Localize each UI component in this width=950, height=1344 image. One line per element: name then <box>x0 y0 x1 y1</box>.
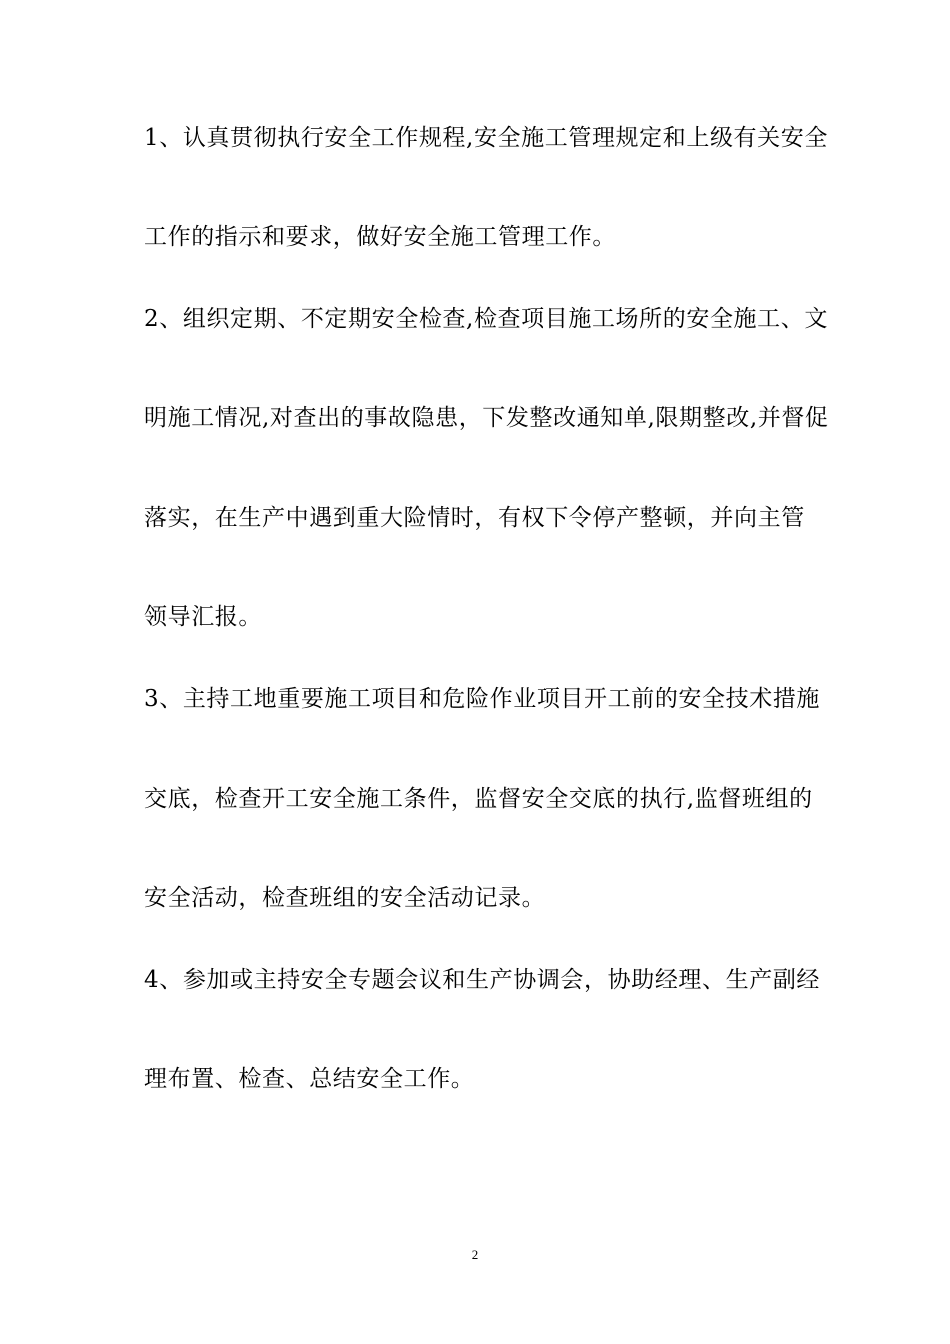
text-line: 4、参加或主持安全专题会议和生产协调会，协助经理、生产副经 <box>144 967 821 993</box>
text-line: 工作的指示和要求，做好安全施工管理工作。 <box>144 224 616 250</box>
text-line: 2、组织定期、不定期安全检查,检查项目施工场所的安全施工、文 <box>144 306 828 332</box>
page-number: 2 <box>471 1247 479 1262</box>
text-line: 理布置、检查、总结安全工作。 <box>144 1066 475 1092</box>
text-line: 交底，检查开工安全施工条件，监督安全交底的执行,监督班组的 <box>144 786 813 812</box>
text-line: 安全活动，检查班组的安全活动记录。 <box>144 885 546 911</box>
text-line: 落实，在生产中遇到重大险情时，有权下令停产整顿，并向主管 <box>144 505 805 531</box>
text-line: 3、主持工地重要施工项目和危险作业项目开工前的安全技术措施 <box>144 686 821 712</box>
text-line: 明施工情况,对查出的事故隐患，下发整改通知单,限期整改,并督促 <box>144 405 829 431</box>
text-line: 1、认真贯彻执行安全工作规程,安全施工管理规定和上级有关安全 <box>144 125 828 151</box>
text-line: 领导汇报。 <box>144 604 262 630</box>
